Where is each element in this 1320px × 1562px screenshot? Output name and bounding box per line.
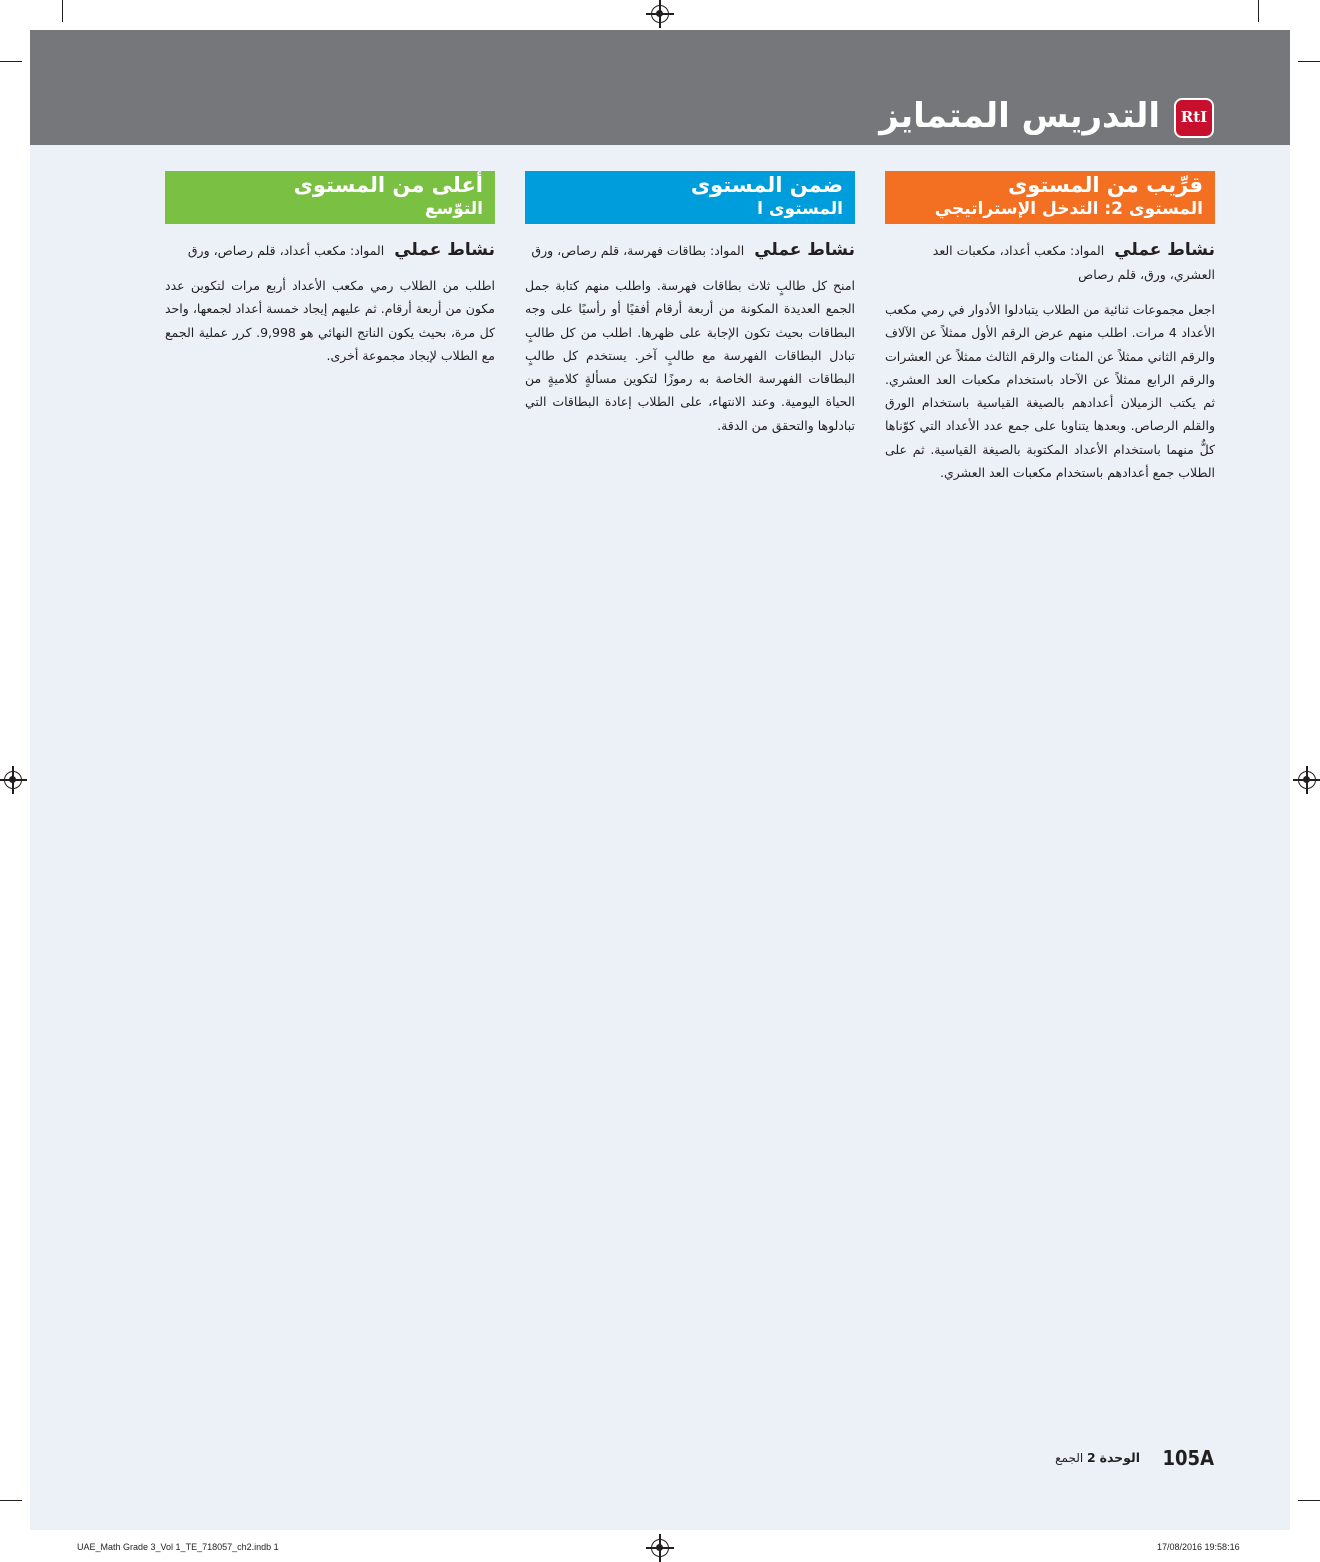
activity-body: اجعل مجموعات ثنائية من الطلاب يتبادلوا الأدوار في رمي مكعب الأعداد 4 مرات. اطلب منهم عرض الرقم الأول ممثلاً عن الآلاف والرقم الثاني ممثلاً عن المئات والرقم الثالث ممثلاً عن العشرات والرقم الرابع ممثلاً عن الآحاد باستخدام مكعبات العد العشري. ثم يكتب الزميلان أعدادهم بالصيغة القياسية باستخدام الورق والقلم الرصاص. وبعدها يتناوبا على جمع عدد الأعداد التي كوّناها كلٌّ منهما باستخدام الأعداد المكتوبة بالصيغة القياسية. ثم على الطلاب جمع أعدادهم باستخدام مكعبات العد العشري.: [885, 302, 1215, 481]
page: [30, 30, 1290, 1530]
slug-file: UAE_Math Grade 3_Vol 1_TE_718057_ch2.indb 1: [77, 1542, 279, 1552]
column-heading: [165, 171, 495, 224]
registration-mark-icon: [4, 771, 22, 789]
unit-label: الوحدة: [1099, 1450, 1140, 1465]
materials-text: المواد: مكعب أعداد، مكعبات العد العشري، ورق، قلم رصاص: [932, 243, 1215, 282]
column-heading: [525, 171, 855, 224]
heading-line1: ضمن المستوى: [690, 173, 843, 197]
slug-datetime: 17/08/2016 19:58:16: [1157, 1542, 1240, 1552]
activity-title: نشاط عملي: [754, 240, 855, 260]
crop-mark: [1298, 61, 1320, 62]
crop-mark: [0, 1500, 22, 1501]
heading-line1: أعلى من المستوى: [293, 173, 483, 197]
crop-mark: [62, 0, 63, 22]
activity-title: نشاط عملي: [1114, 240, 1215, 260]
crop-mark: [0, 61, 22, 62]
activity-line: [525, 238, 855, 263]
materials-text: المواد: مكعب أعداد، قلم رصاص، ورق: [187, 243, 385, 258]
heading-line2: المستوى 2: التدخل الإستراتيجي: [934, 199, 1203, 219]
unit-number: 2: [1087, 1450, 1096, 1465]
column-beyond: [165, 171, 495, 367]
activity-line: [165, 238, 495, 263]
column-approaching: [885, 171, 1215, 484]
heading-line2: المستوى ا: [757, 199, 843, 219]
rti-badge: RtI: [1174, 98, 1214, 138]
heading-line1: قرِّيب من المستوى: [1008, 173, 1203, 197]
materials-text: المواد: بطاقات فهرسة، قلم رصاص، ورق: [531, 243, 745, 258]
activity-title: نشاط عملي: [394, 240, 495, 260]
registration-mark-icon: [651, 5, 669, 23]
registration-mark-icon: [651, 1539, 669, 1557]
activity-line: [885, 238, 1215, 287]
page-number: 105A: [1162, 1446, 1214, 1470]
activity-body: امنح كل طالبٍ ثلاث بطاقات فهرسة. واطلب منهم كتابة جمل الجمع العديدة المكونة من أربعة أرقام أفقيًا أو رأسيًا على وجه البطاقات بحيث تكون الإجابة على ظهرها. اطلب من كل طالبٍ تبادل البطاقات الفهرسة مع طالبٍ آخر. يستخدم كل طالبٍ البطاقات الفهرسة الخاصة به رموزًا لتكوين مسألةٍ كلاميةٍ من الحياة اليومية. وعند الانتهاء، على الطلاب إعادة البطاقات التي تبادلوها والتحقق من الدقة.: [525, 278, 855, 433]
crop-mark: [1298, 1500, 1320, 1501]
activity-body: اطلب من الطلاب رمي مكعب الأعداد أربع مرات لتكوين عدد مكون من أربعة أرقام. ثم عليهم إيجاد خمسة أعداد لجمعها، واحد كل مرة، بحيث يكون الناتج النهائي هو 9,998. كرر عملية الجمع مع الطلاب لإيجاد مجموعة أخرى.: [165, 278, 495, 363]
registration-mark-icon: [1298, 771, 1316, 789]
crop-mark: [1258, 0, 1259, 22]
column-heading: [885, 171, 1215, 224]
banner-title: التدريس المتمايز: [879, 96, 1160, 136]
footer-unit: [1055, 1450, 1140, 1465]
banner: [30, 30, 1290, 145]
unit-part: الجمع: [1055, 1451, 1084, 1465]
column-on-level: [525, 171, 855, 437]
heading-line2: التوّسع: [424, 199, 483, 219]
